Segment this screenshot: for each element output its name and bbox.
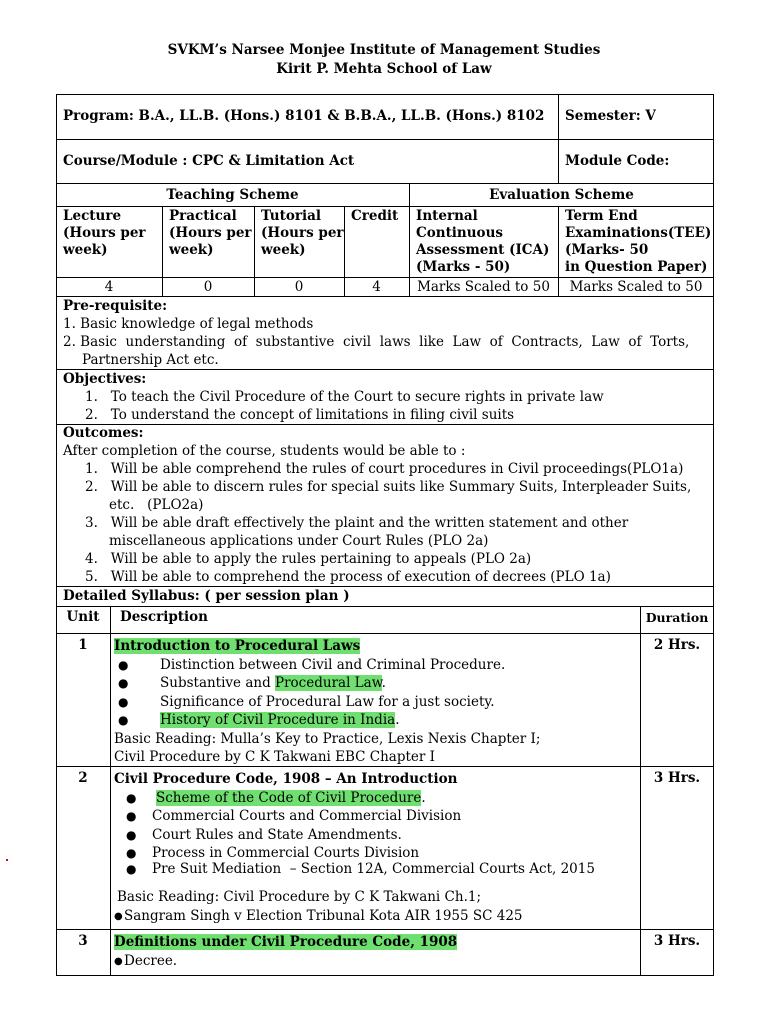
reading: Civil Procedure by C K Takwani EBC Chapter I xyxy=(114,749,435,765)
reading: Basic Reading: Mulla’s Key to Practice, Lexis Nexis Chapter I; xyxy=(114,730,541,747)
credit-value: 4 xyxy=(372,279,381,295)
duration-column-header: Duration xyxy=(645,610,709,625)
institute-name: SVKM’s Narsee Monjee Institute of Management Studies xyxy=(167,42,601,58)
prerequisite-item-1: 1. Basic knowledge of legal methods xyxy=(63,316,314,332)
outcome-item: 1. Will be able comprehend the rules of court procedures in Civil proceedings(PLO1a) xyxy=(85,461,684,477)
unit-description xyxy=(114,770,638,925)
list-item: ● Pre Suit Mediation – Section 12A, Commercial Courts Act, 2015 xyxy=(126,860,595,877)
unit-duration: 3 Hrs. xyxy=(653,770,701,786)
unit-number: 3 xyxy=(78,933,88,949)
objective-item: 2. To understand the concept of limitations in filing civil suits xyxy=(85,407,515,423)
lecture-value: 4 xyxy=(104,279,114,295)
list-item: ● Scheme of the Code of Civil Procedure. xyxy=(126,789,426,806)
reading: ● Sangram Singh v Election Tribunal Kota AIR 1955 SC 425 xyxy=(114,907,523,924)
tutorial-value: 0 xyxy=(294,279,304,295)
tee-value: Marks Scaled to 50 xyxy=(569,279,703,295)
list-item: ● Distinction between Civil and Criminal Procedure. xyxy=(118,656,506,673)
list-item: ● Court Rules and State Amendments. xyxy=(126,826,402,843)
list-item: ● Significance of Procedural Law for a just society. xyxy=(118,693,495,710)
unit-duration: 2 Hrs. xyxy=(653,637,701,653)
prerequisite-title: Pre-requisite: xyxy=(63,298,168,314)
outcomes-intro: After completion of the course, students would be able to : xyxy=(63,443,466,459)
description-column-header: Description xyxy=(120,609,208,625)
list-item: ● Decree. xyxy=(114,952,178,969)
credit-heading: Credit xyxy=(351,208,399,224)
outcome-item: 5. Will be able to comprehend the process of execution of decrees (PLO 1a) xyxy=(85,569,611,585)
objectives-title: Objectives: xyxy=(63,371,147,387)
module-code-text: Module Code: xyxy=(565,153,670,169)
unit-number: 2 xyxy=(78,770,88,786)
reading: Basic Reading: Civil Procedure by C K Takwani Ch.1; xyxy=(117,889,481,905)
list-item: ● Commercial Courts and Commercial Division xyxy=(126,808,462,824)
list-item: ● History of Civil Procedure in India. xyxy=(118,712,400,728)
practical-heading: Practical (Hours per week) xyxy=(169,208,252,258)
unit-number: 1 xyxy=(78,637,88,653)
outcomes-section: Outcomes: After completion of the course, students would be able to : 1. Will be able comprehend the rules of court procedures in Civil proceedings(PLO1a) 2. Will be able to discern rules for special suits like Summary Suits, Interpleader Suits, etc. (PLO2a) 3. Will be able draft effectively the plaint and the written statement and other miscellaneous applications under Court Rules (PLO 2a) 4. Will be able to apply the rules pertaining to appeals (PLO 2a) 5. Will be able to comprehend the process of execution of decrees (PLO 1a) xyxy=(63,424,708,586)
school-name: Kirit P. Mehta School of Law xyxy=(276,61,492,77)
program-text: Program: B.A., LL.B. (Hons.) 8101 & B.B.A., LL.B. (Hons.) 8102 xyxy=(63,108,545,124)
prerequisite-section: Pre-requisite: 1. Basic knowledge of legal methods 2. Basic understanding of substantive civil laws like Law of Contracts, Law of Torts, Partnership Act etc. xyxy=(63,297,708,369)
tutorial-heading: Tutorial (Hours per week) xyxy=(261,208,344,258)
list-item: ● Substantive and Procedural Law. xyxy=(118,675,386,691)
list-item: ● Process in Commercial Courts Division xyxy=(126,845,420,861)
teaching-scheme-title: Teaching Scheme xyxy=(166,187,299,203)
unit-duration: 3 Hrs. xyxy=(653,933,701,949)
semester-text: Semester: V xyxy=(565,108,656,124)
unit-column-header: Unit xyxy=(66,609,100,625)
unit-title: Definitions under Civil Procedure Code, 1908 xyxy=(114,934,458,950)
outcome-item: 3. Will be able draft effectively the plaint and the written statement and other xyxy=(85,515,629,531)
unit-title: Introduction to Procedural Laws xyxy=(114,638,361,654)
outcome-item: 2. Will be able to discern rules for special suits like Summary Suits, Interpleader Suits, xyxy=(85,479,692,495)
unit-description xyxy=(114,933,638,970)
practical-value: 0 xyxy=(203,279,213,295)
ica-heading: Internal Continuous Assessment (ICA) (Marks - 50) xyxy=(416,208,550,275)
ica-value: Marks Scaled to 50 xyxy=(417,279,550,295)
unit-title: Civil Procedure Code, 1908 – An Introduction xyxy=(114,771,458,787)
tee-heading: Term End Examinations(TEE) (Marks- 50 in Question Paper) xyxy=(565,208,712,275)
unit-description xyxy=(114,637,638,767)
evaluation-scheme-title: Evaluation Scheme xyxy=(489,187,634,203)
lecture-heading: Lecture (Hours per week) xyxy=(63,208,146,258)
course-text: Course/Module : CPC & Limitation Act xyxy=(63,153,355,169)
objective-item: 1. To teach the Civil Procedure of the Court to secure rights in private law xyxy=(85,389,604,405)
outcome-item: 4. Will be able to apply the rules pertaining to appeals (PLO 2a) xyxy=(85,551,532,567)
prerequisite-item-2: 2. Basic understanding of substantive civil laws like Law of Contracts, Law of Torts, xyxy=(63,334,690,350)
outcomes-title: Outcomes: xyxy=(63,425,144,441)
syllabus-title: Detailed Syllabus: ( per session plan ) xyxy=(63,588,350,604)
objectives-section xyxy=(63,370,708,424)
stray-mark xyxy=(6,859,8,861)
